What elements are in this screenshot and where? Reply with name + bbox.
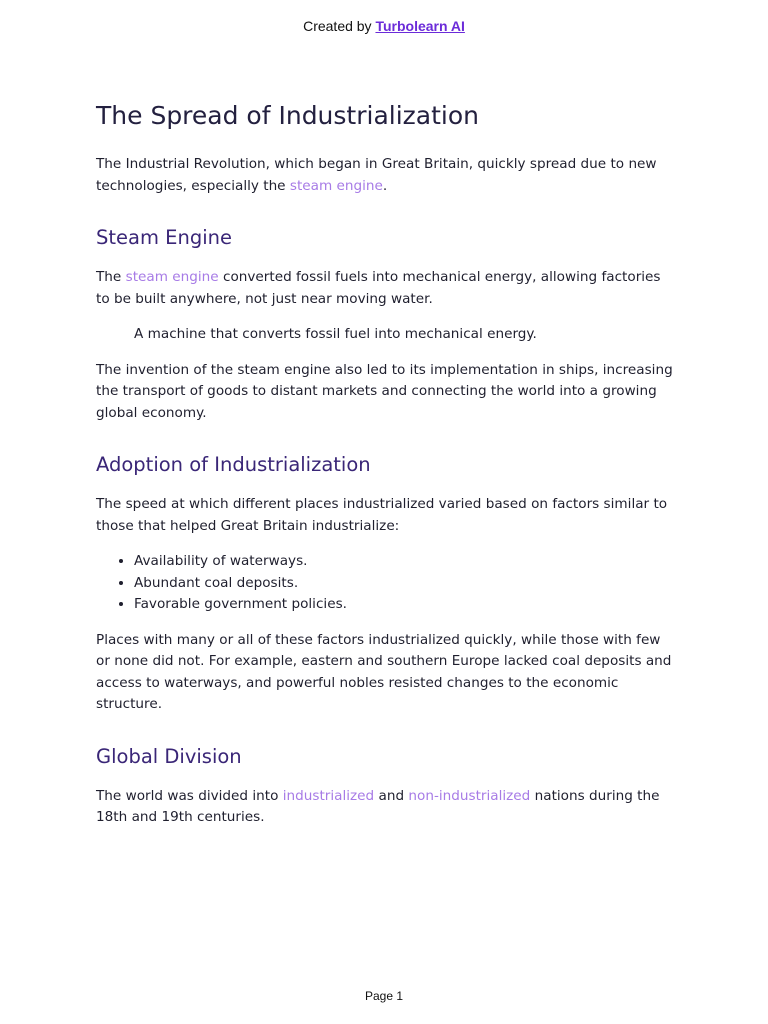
adoption-paragraph: The speed at which different places industrialized varied based on factors similar to those that helped Great Britain industrialize: xyxy=(96,496,668,534)
steam-engine-ships-paragraph: The invention of the steam engine also led to its implementation in ships, increasing the transport of goods to distant markets and connecting the world into a growing global economy. xyxy=(96,361,673,421)
turbolearn-link[interactable]: Turbolearn AI xyxy=(375,18,465,34)
list-item: • Availability of waterways. xyxy=(134,551,676,573)
page-number: Page 1 xyxy=(364,989,404,1003)
global-division-paragraph xyxy=(96,786,676,829)
steam-engine-text-start: The xyxy=(96,269,126,285)
industrialized-term: industrialized xyxy=(282,787,375,804)
steam-engine-heading: Steam Engine xyxy=(96,226,232,249)
steam-engine-text-end: converted fossil fuels into mechanical energy, allowing factories to be built anywhere, not just near moving water. xyxy=(96,269,661,307)
list-item: • Favorable government policies. xyxy=(134,594,676,616)
steam-engine-term: steam engine xyxy=(125,269,219,285)
steam-engine-paragraph xyxy=(96,267,676,310)
page-title: The Spread of Industrialization xyxy=(96,101,479,130)
global-division-heading: Global Division xyxy=(96,744,242,768)
factors-list xyxy=(96,551,676,616)
steam-engine-definition: A machine that converts fossil fuel into mechanical energy. xyxy=(134,326,537,342)
steam-engine-highlight: steam engine xyxy=(289,177,383,194)
non-industrialized-term: non-industrialized xyxy=(408,787,531,804)
created-by-label: Created by xyxy=(303,18,376,34)
list-item: • Abundant coal deposits. xyxy=(134,573,676,595)
intro-paragraph xyxy=(96,154,676,197)
intro-text-end: . xyxy=(382,177,388,194)
adoption-heading: Adoption of Industrialization xyxy=(96,453,371,476)
global-division-text-end: nations during the 18th and 19th centuries. xyxy=(96,787,660,825)
global-division-text-start: The world was divided into xyxy=(96,787,283,804)
global-division-text-mid: and xyxy=(374,787,409,804)
intro-text: The Industrial Revolution, which began in Great Britain, quickly spread due to new technologies, especially the xyxy=(96,156,657,194)
document-content xyxy=(96,96,676,843)
page-header xyxy=(0,18,768,34)
adoption-outcome-paragraph: Places with many or all of these factors industrialized quickly, while those with few or none did not. For example, eastern and southern Europe lacked coal deposits and access to waterways, and powerful nobles resisted changes to the economic structure. xyxy=(96,631,672,712)
